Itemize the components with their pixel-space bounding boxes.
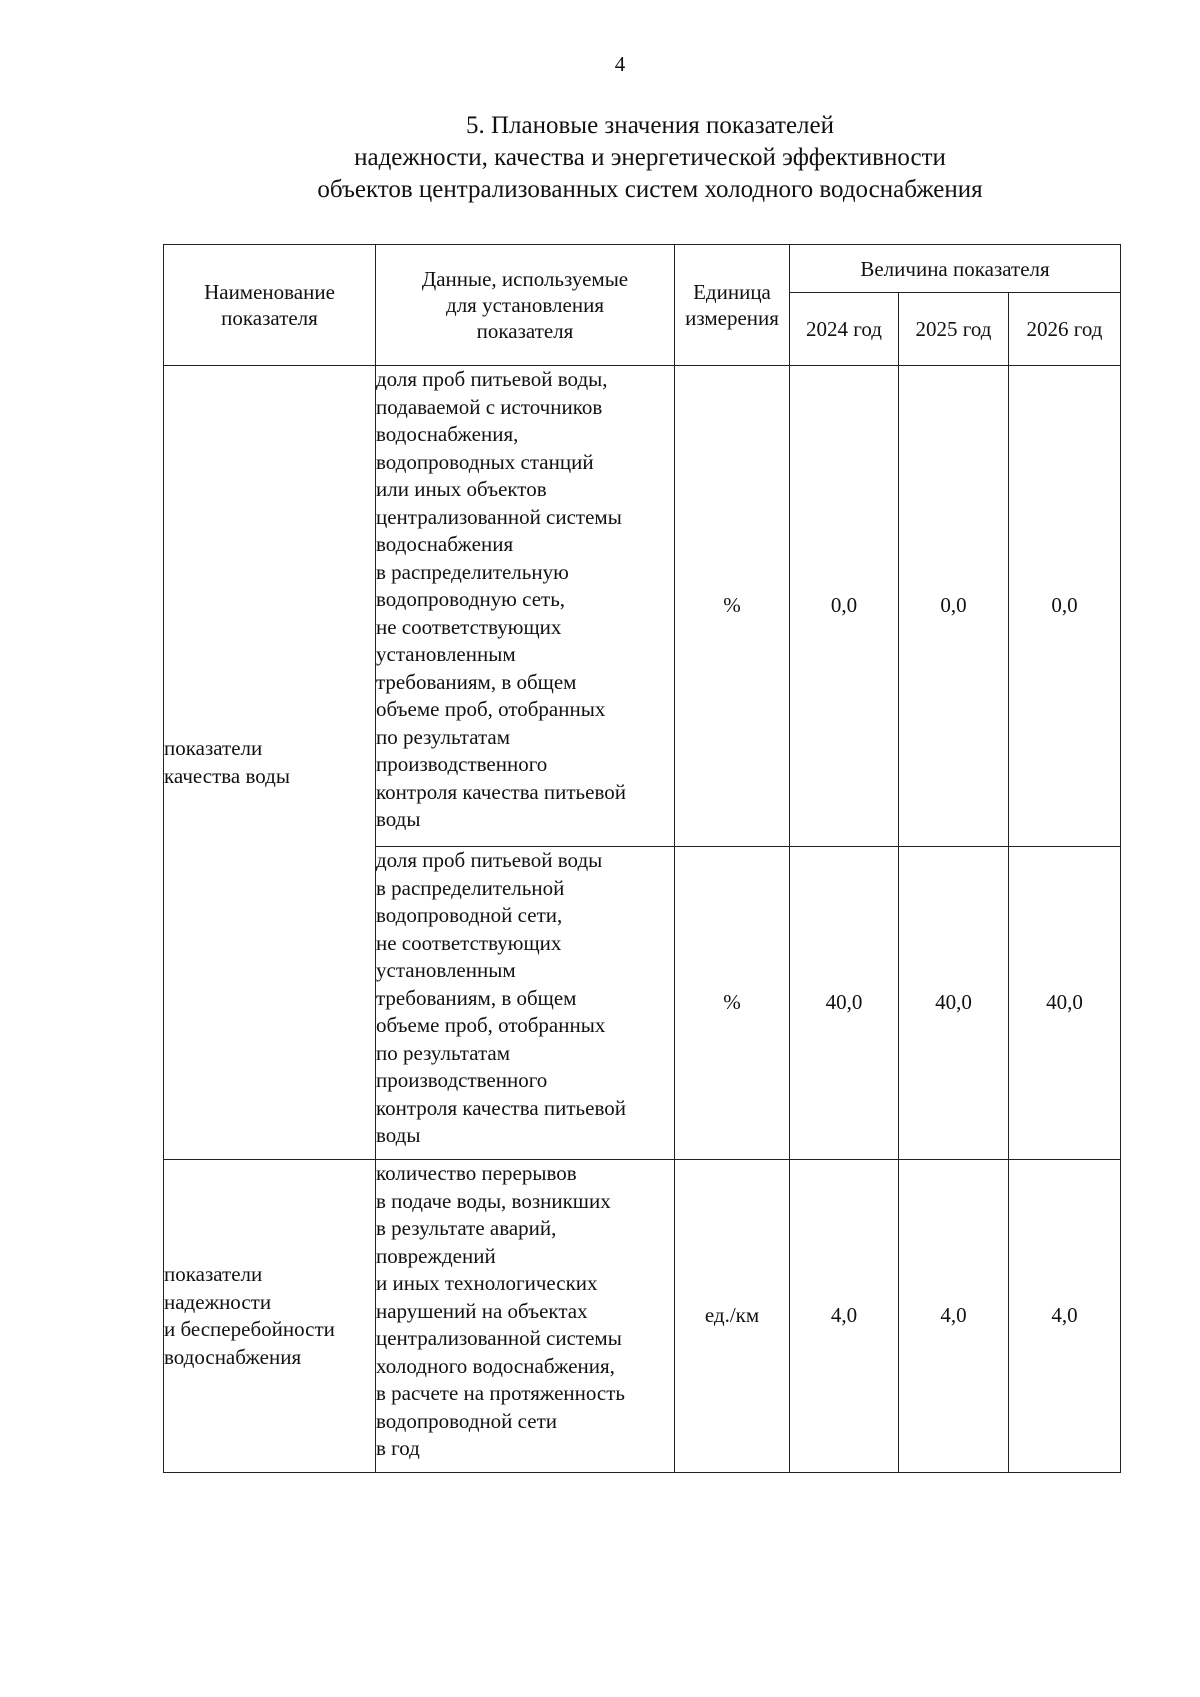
header-indicator-name: Наименование показателя [164,245,376,366]
header-source-data: Данные, используемые для установления показателя [376,245,675,366]
indicator-name-water-quality: показатели качества воды [164,366,376,1160]
indicator-name-reliability: показатели надежности и бесперебойности водоснабжения [164,1160,376,1473]
source-data-cell: доля проб питьевой воды, подаваемой с источников водоснабжения, водопроводных станций или иных объектов централизованной системы водоснабжения в распределительную водопроводную сеть, не соответствующих установленным требованиям, в общем объеме проб, отобранных по результатам производственного контроля качества питьевой воды [376,366,675,847]
value-2025-cell: 4,0 [899,1160,1009,1473]
table-row [164,1160,1121,1473]
header-value-group: Величина показателя [790,245,1121,293]
indicators-table [163,244,1121,1473]
value-2026-cell: 4,0 [1009,1160,1121,1473]
table-row [164,366,1121,847]
value-2025-cell: 40,0 [899,847,1009,1160]
title-line-2: надежности, качества и энергетической эффективности [354,144,946,171]
unit-cell: % [675,847,790,1160]
title-line-3: объектов централизованных систем холодного водоснабжения [317,176,983,203]
source-data-cell: доля проб питьевой воды в распределительной водопроводной сети, не соответствующих установленным требованиям, в общем объеме проб, отобранных по результатам производственного контроля качества питьевой воды [376,847,675,1160]
header-year-2025: 2025 год [899,293,1009,366]
page-number: 4 [614,52,626,76]
header-unit: Единица измерения [675,245,790,366]
title-line-1: 5. Плановые значения показателей [465,112,835,139]
value-2025-cell: 0,0 [899,366,1009,847]
value-2026-cell: 40,0 [1009,847,1121,1160]
table-header [164,245,1121,366]
source-data-cell: количество перерывов в подаче воды, возникших в результате аварий, повреждений и иных технологических нарушений на объектах централизованной системы холодного водоснабжения, в расчете на протяженность водопроводной сети в год [376,1160,675,1473]
header-year-2024: 2024 год [790,293,899,366]
value-2024-cell: 40,0 [790,847,899,1160]
value-2026-cell: 0,0 [1009,366,1121,847]
value-2024-cell: 0,0 [790,366,899,847]
header-year-2026: 2026 год [1009,293,1121,366]
page-title [0,110,1200,206]
unit-cell: ед./км [675,1160,790,1473]
unit-cell: % [675,366,790,847]
value-2024-cell: 4,0 [790,1160,899,1473]
